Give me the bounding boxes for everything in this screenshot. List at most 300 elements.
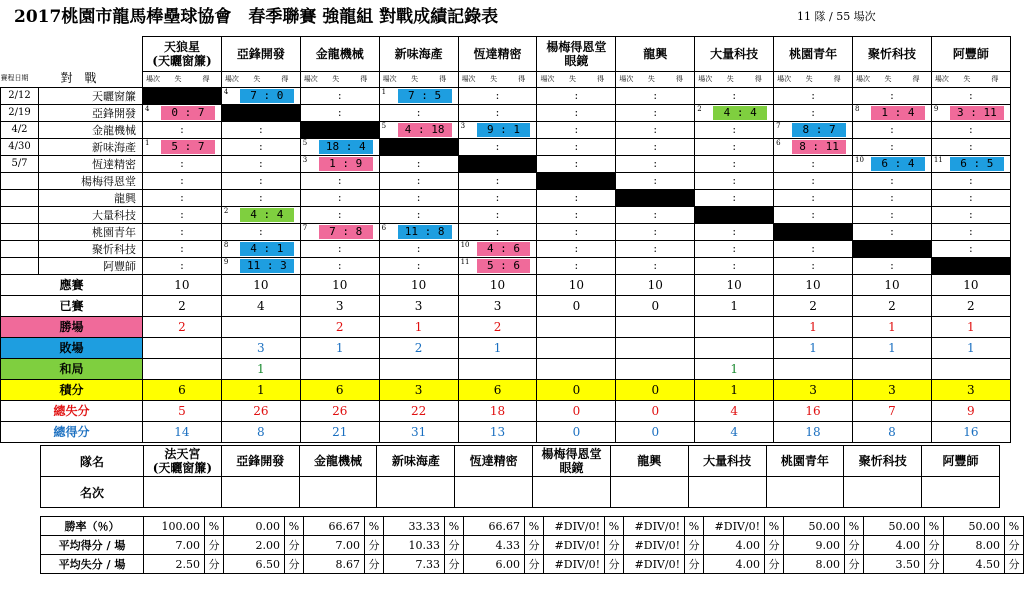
stats-unit: 分	[525, 536, 544, 555]
match-cell	[931, 189, 1010, 206]
stats-value: 9.00	[784, 536, 845, 555]
summary-value: 4	[695, 421, 774, 442]
match-seq: 5	[302, 138, 308, 147]
empty-score: :	[890, 258, 894, 272]
empty-score: :	[968, 173, 973, 187]
match-cell	[300, 104, 379, 121]
empty-score: :	[416, 258, 421, 272]
summary-value	[143, 337, 222, 358]
empty-score: :	[574, 105, 579, 119]
match-cell	[143, 172, 222, 189]
seq-label: 場次	[382, 75, 397, 84]
empty-score: :	[258, 190, 263, 204]
empty-score: :	[732, 139, 737, 153]
empty-score: :	[968, 241, 973, 255]
empty-score: :	[732, 224, 737, 238]
empty-score: :	[890, 224, 894, 238]
empty-score: :	[574, 258, 579, 272]
stats-value: 4.33	[464, 536, 525, 555]
summary-value: 1	[774, 337, 853, 358]
match-score: 7 : 8	[319, 225, 373, 239]
summary-label: 和局	[1, 358, 143, 379]
summary-row	[1, 274, 1011, 295]
stats-unit: 分	[525, 555, 544, 574]
empty-score: :	[574, 207, 579, 221]
summary-value: 10	[616, 274, 695, 295]
match-seq: 6	[776, 138, 781, 147]
summary-value: 10	[537, 274, 616, 295]
match-cell	[695, 155, 774, 172]
match-cell	[221, 189, 300, 206]
team-header: 天狼星 (天曬窗簾)	[143, 37, 222, 72]
match-cell	[300, 206, 379, 223]
summary-row	[1, 316, 1011, 337]
match-cell	[853, 206, 932, 223]
empty-score: :	[574, 190, 579, 204]
stats-unit: %	[445, 517, 464, 536]
match-seq: 9	[933, 104, 939, 113]
stats-value: 4.00	[704, 536, 765, 555]
empty-score: :	[890, 122, 894, 136]
stats-unit: 分	[205, 555, 224, 574]
schedule-date	[1, 189, 39, 206]
rank-value	[844, 477, 922, 508]
match-cell	[379, 240, 458, 257]
empty-score: :	[811, 207, 815, 221]
got-label: 得	[360, 75, 368, 84]
match-cell	[300, 87, 379, 104]
match-seq: 7	[302, 223, 308, 232]
stats-unit: %	[365, 517, 384, 536]
summary-value	[616, 316, 695, 337]
empty-score: :	[337, 88, 342, 102]
summary-value: 10	[300, 274, 379, 295]
empty-score: :	[890, 139, 894, 153]
summary-value: 2	[853, 295, 932, 316]
sub-header	[458, 72, 537, 87]
seq-label: 場次	[698, 75, 713, 84]
summary-value: 10	[379, 274, 458, 295]
seq-label: 場次	[540, 75, 555, 84]
match-cell	[300, 223, 379, 240]
row-team-label: 新味海產	[39, 138, 143, 155]
match-cell	[300, 138, 379, 155]
match-score: 3 : 11	[950, 106, 1004, 120]
match-cell	[221, 138, 300, 155]
stats-unit: 分	[445, 536, 464, 555]
stats-unit: 分	[925, 536, 944, 555]
match-cell	[221, 87, 300, 104]
sub-header	[300, 72, 379, 87]
row-team-label: 聚忻科技	[39, 240, 143, 257]
summary-value: 0	[537, 400, 616, 421]
seq-label: 場次	[777, 75, 792, 84]
match-seq: 9	[223, 257, 229, 266]
summary-row	[1, 295, 1011, 316]
match-cell	[695, 257, 774, 274]
match-cell	[853, 223, 932, 240]
match-score: 4 : 18	[398, 123, 452, 137]
match-seq: 7	[776, 121, 781, 130]
summary-value	[537, 358, 616, 379]
match-cell	[695, 138, 774, 155]
got-label: 得	[202, 75, 210, 84]
stats-unit: %	[605, 517, 624, 536]
match-cell	[853, 155, 932, 172]
rank-team-name: 聚忻科技	[844, 446, 922, 477]
match-cell	[458, 223, 537, 240]
row-team-label: 金龍機械	[39, 121, 143, 138]
match-cell	[379, 206, 458, 223]
got-label: 得	[833, 75, 841, 84]
match-cell	[774, 121, 853, 138]
match-cell	[931, 223, 1010, 240]
lost-label: 失	[568, 75, 576, 84]
row-team-label: 天曬窗簾	[39, 87, 143, 104]
stats-unit: 分	[765, 555, 784, 574]
summary-value: 31	[379, 421, 458, 442]
match-cell	[379, 172, 458, 189]
match-cell	[300, 121, 379, 138]
summary-value: 3	[931, 379, 1010, 400]
match-cell	[537, 172, 616, 189]
match-cell	[300, 240, 379, 257]
match-cell	[931, 172, 1010, 189]
match-count: 11 隊 / 55 場次	[797, 10, 876, 23]
summary-value	[616, 358, 695, 379]
match-score: 8 : 7	[792, 123, 846, 137]
match-cell	[931, 104, 1010, 121]
match-cell	[143, 189, 222, 206]
sub-header	[616, 72, 695, 87]
match-cell	[458, 206, 537, 223]
empty-score: :	[732, 173, 737, 187]
match-cell	[537, 240, 616, 257]
match-score: 7 : 0	[240, 89, 294, 103]
got-label: 得	[439, 75, 447, 84]
match-score: 5 : 7	[161, 140, 215, 154]
summary-value	[221, 316, 300, 337]
stats-value: 8.67	[304, 555, 365, 574]
match-cell	[221, 257, 300, 274]
empty-score: :	[180, 224, 184, 238]
stats-value: 66.67	[304, 517, 365, 536]
match-cell	[379, 155, 458, 172]
empty-score: :	[495, 88, 500, 102]
empty-score: :	[416, 156, 421, 170]
match-cell	[695, 87, 774, 104]
summary-value: 1	[695, 358, 774, 379]
seq-label: 場次	[934, 75, 949, 84]
empty-score: :	[416, 241, 421, 255]
empty-score: :	[495, 190, 500, 204]
match-cell	[616, 189, 695, 206]
team-header: 聚忻科技	[853, 37, 932, 72]
summary-value: 10	[458, 274, 537, 295]
empty-score: :	[574, 224, 579, 238]
summary-value: 16	[931, 421, 1010, 442]
match-cell	[616, 87, 695, 104]
match-cell	[774, 206, 853, 223]
summary-label: 應賽	[1, 274, 143, 295]
match-cell	[221, 206, 300, 223]
match-cell	[379, 104, 458, 121]
match-cell	[458, 155, 537, 172]
summary-value: 2	[300, 316, 379, 337]
match-cell	[616, 155, 695, 172]
sub-header	[931, 72, 1010, 87]
page-title: 2017桃園市龍馬棒壘球協會 春季聯賽 強龍組 對戰成績記錄表	[14, 7, 499, 27]
match-cell	[300, 257, 379, 274]
seq-label: 場次	[224, 75, 239, 84]
team-header: 金龍機械	[300, 37, 379, 72]
empty-score: :	[968, 88, 973, 102]
match-cell	[458, 240, 537, 257]
match-cell	[616, 257, 695, 274]
summary-value	[143, 358, 222, 379]
empty-score: :	[180, 122, 184, 136]
stats-value: 50.00	[784, 517, 845, 536]
corner-date-label: 賽程日期	[0, 73, 29, 82]
stats-unit: %	[1005, 517, 1024, 536]
match-score: 11 : 8	[398, 225, 452, 239]
summary-value	[774, 358, 853, 379]
got-label: 得	[754, 75, 762, 84]
stats-value: 4.00	[864, 536, 925, 555]
stats-value: 2.00	[224, 536, 285, 555]
summary-value: 0	[537, 421, 616, 442]
empty-score: :	[180, 156, 184, 170]
rank-value	[766, 477, 844, 508]
match-cell	[774, 240, 853, 257]
team-header: 大量科技	[695, 37, 774, 72]
stats-table	[40, 516, 1024, 574]
summary-value: 3	[458, 295, 537, 316]
stats-value: 0.00	[224, 517, 285, 536]
rank-team-name: 法天宮 (天曬窗簾)	[144, 446, 222, 477]
stats-unit: 分	[845, 536, 864, 555]
rank-value	[455, 477, 533, 508]
empty-score: :	[495, 139, 500, 153]
match-cell	[695, 121, 774, 138]
match-score: 4 : 4	[713, 106, 767, 120]
empty-score: :	[258, 122, 263, 136]
summary-label: 已賽	[1, 295, 143, 316]
sub-header	[853, 72, 932, 87]
summary-value: 1	[853, 316, 932, 337]
stats-value: #DIV/0!	[544, 555, 605, 574]
match-cell	[143, 87, 222, 104]
empty-score: :	[495, 173, 500, 187]
match-cell	[774, 155, 853, 172]
summary-value: 1	[695, 295, 774, 316]
summary-value: 1	[221, 358, 300, 379]
match-cell	[931, 206, 1010, 223]
lost-label: 失	[726, 75, 734, 84]
empty-score: :	[258, 139, 263, 153]
match-seq: 1	[145, 138, 150, 147]
match-seq: 3	[302, 155, 308, 164]
seq-label: 場次	[461, 75, 476, 84]
team-header: 桃園青年	[774, 37, 853, 72]
empty-score: :	[811, 173, 815, 187]
lost-label: 失	[647, 75, 655, 84]
match-cell	[143, 138, 222, 155]
stats-unit: %	[765, 517, 784, 536]
stats-label: 勝率（％）	[41, 517, 144, 536]
empty-score: :	[890, 207, 894, 221]
match-cell	[616, 104, 695, 121]
summary-value: 8	[853, 421, 932, 442]
summary-value: 3	[774, 379, 853, 400]
summary-value	[853, 358, 932, 379]
match-cell	[774, 104, 853, 121]
empty-score: :	[968, 139, 973, 153]
schedule-date	[1, 206, 39, 223]
empty-score: :	[180, 173, 184, 187]
summary-label: 敗場	[1, 337, 143, 358]
summary-row	[1, 421, 1011, 442]
lost-label: 失	[490, 75, 498, 84]
empty-score: :	[180, 190, 184, 204]
empty-score: :	[180, 207, 184, 221]
stats-unit: %	[845, 517, 864, 536]
summary-value: 0	[537, 379, 616, 400]
summary-value: 22	[379, 400, 458, 421]
stats-unit: %	[925, 517, 944, 536]
summary-value: 9	[931, 400, 1010, 421]
empty-score: :	[653, 88, 658, 102]
empty-score: :	[811, 241, 815, 255]
lost-label: 失	[253, 75, 261, 84]
empty-score: :	[337, 105, 342, 119]
summary-value: 1	[379, 316, 458, 337]
stats-value: #DIV/0!	[704, 517, 765, 536]
match-seq: 11	[460, 257, 470, 266]
match-cell	[774, 138, 853, 155]
match-cell	[537, 138, 616, 155]
got-label: 得	[675, 75, 683, 84]
match-cell	[537, 206, 616, 223]
summary-value: 4	[695, 400, 774, 421]
stats-value: 100.00	[144, 517, 205, 536]
match-cell	[931, 138, 1010, 155]
match-cell	[616, 172, 695, 189]
match-cell	[537, 87, 616, 104]
match-cell	[379, 87, 458, 104]
summary-value: 1	[221, 379, 300, 400]
summary-row	[1, 337, 1011, 358]
match-score: 18 : 4	[319, 140, 373, 154]
stats-unit: %	[685, 517, 704, 536]
stats-unit: 分	[445, 555, 464, 574]
summary-value: 3	[300, 295, 379, 316]
sub-header	[774, 72, 853, 87]
match-cell	[695, 104, 774, 121]
match-cell	[853, 121, 932, 138]
got-label: 得	[912, 75, 920, 84]
rank-team-name: 桃園青年	[766, 446, 844, 477]
stats-value: 6.50	[224, 555, 285, 574]
empty-score: :	[337, 190, 342, 204]
empty-score: :	[416, 173, 421, 187]
summary-row	[1, 400, 1011, 421]
got-label: 得	[281, 75, 289, 84]
empty-score: :	[968, 224, 973, 238]
summary-value: 0	[616, 295, 695, 316]
match-cell	[379, 189, 458, 206]
match-cell	[300, 172, 379, 189]
stats-value: 2.50	[144, 555, 205, 574]
match-seq: 4	[145, 104, 150, 113]
row-team-label: 楊梅得恩堂	[39, 172, 143, 189]
empty-score: :	[416, 190, 421, 204]
stats-unit: 分	[605, 555, 624, 574]
stats-value: #DIV/0!	[624, 536, 685, 555]
summary-value: 6	[458, 379, 537, 400]
summary-value: 2	[458, 316, 537, 337]
stats-unit: 分	[1005, 536, 1024, 555]
match-cell	[931, 155, 1010, 172]
empty-score: :	[732, 258, 737, 272]
match-seq: 4	[223, 87, 229, 96]
stats-row	[41, 536, 1024, 555]
rank-value	[299, 477, 377, 508]
summary-value: 1	[853, 337, 932, 358]
stats-value: 6.00	[464, 555, 525, 574]
match-cell	[695, 223, 774, 240]
match-cell	[853, 257, 932, 274]
match-cell	[931, 121, 1010, 138]
match-cell	[853, 240, 932, 257]
row-team-label: 恆達精密	[39, 155, 143, 172]
schedule-date	[1, 240, 39, 257]
summary-label: 積分	[1, 379, 143, 400]
summary-value: 0	[616, 400, 695, 421]
stats-unit: 分	[925, 555, 944, 574]
stats-row	[41, 517, 1024, 536]
rank-value	[221, 477, 299, 508]
stats-unit: 分	[685, 536, 704, 555]
match-cell	[221, 155, 300, 172]
match-cell	[300, 189, 379, 206]
match-cell	[616, 240, 695, 257]
got-label: 得	[518, 75, 526, 84]
corner-vs-label: 對 戰	[60, 70, 97, 85]
summary-value	[537, 316, 616, 337]
match-cell	[537, 223, 616, 240]
match-cell	[537, 189, 616, 206]
match-seq: 5	[381, 121, 387, 130]
match-cell	[695, 206, 774, 223]
empty-score: :	[811, 88, 815, 102]
match-score: 6 : 5	[950, 157, 1004, 171]
match-seq: 3	[460, 121, 466, 130]
stats-unit: 分	[1005, 555, 1024, 574]
summary-value	[458, 358, 537, 379]
summary-value: 5	[143, 400, 222, 421]
empty-score: :	[653, 105, 658, 119]
empty-score: :	[811, 190, 815, 204]
rank-value	[377, 477, 455, 508]
got-label: 得	[991, 75, 999, 84]
match-score: 0 : 7	[161, 106, 215, 120]
stats-unit: 分	[365, 536, 384, 555]
match-cell	[143, 240, 222, 257]
summary-value: 14	[143, 421, 222, 442]
row-team-label: 桃園青年	[39, 223, 143, 240]
summary-value: 2	[379, 337, 458, 358]
